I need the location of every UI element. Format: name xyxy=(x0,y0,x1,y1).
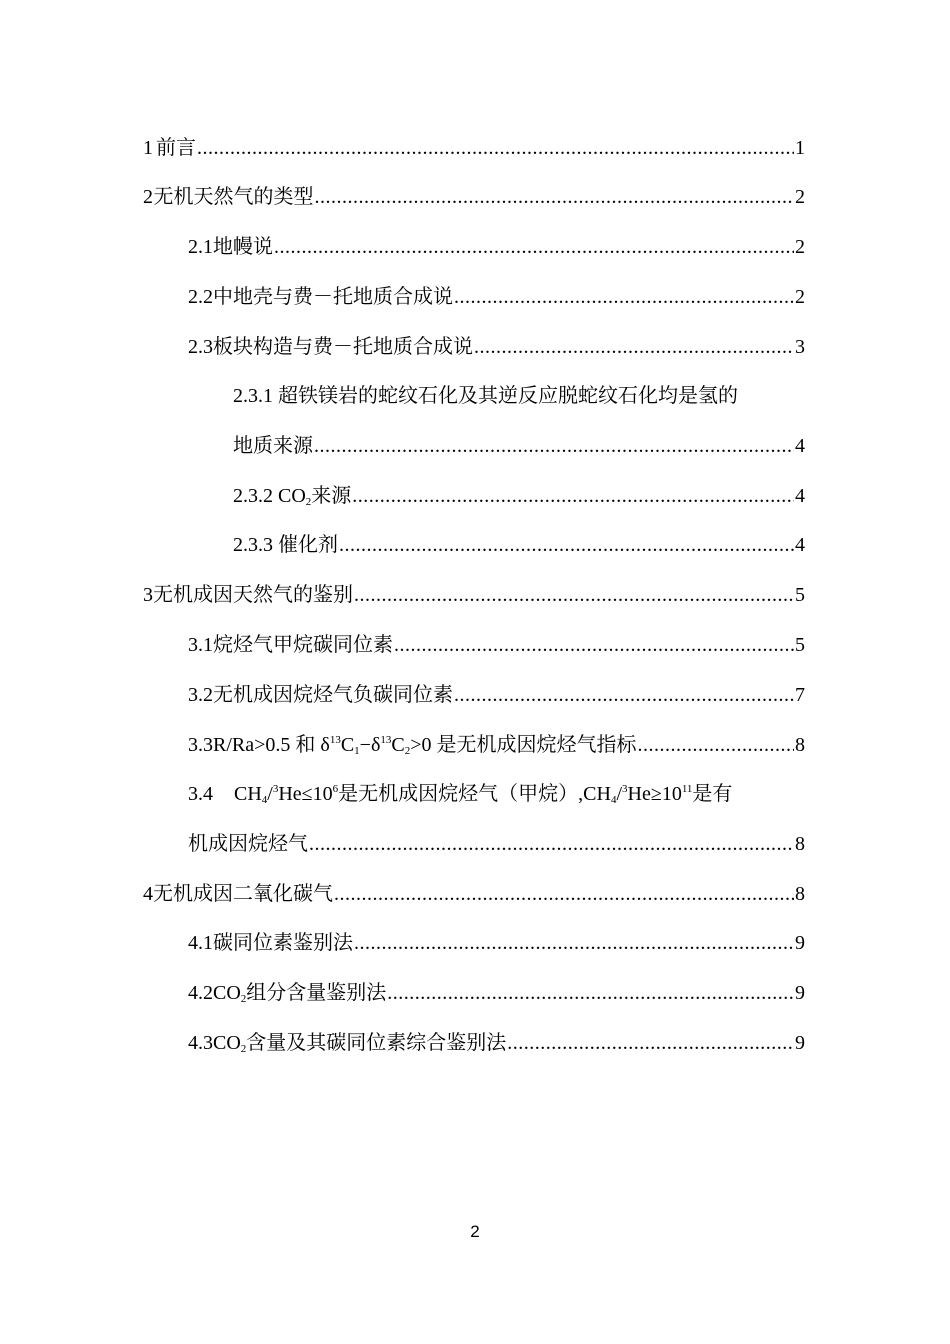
toc-entry-title: 2.3.3 催化剂 xyxy=(233,534,338,556)
dot-leader xyxy=(354,580,794,610)
toc-entry[interactable] xyxy=(188,630,805,660)
toc-entry-number: 3.1 xyxy=(188,634,213,656)
toc-entry-title: 无机成因烷烃气负碳同位素 xyxy=(213,684,453,706)
subscript: 2 xyxy=(404,745,411,757)
toc-entry-title: 板块构造与费－托地质合成说 xyxy=(213,336,473,358)
toc-entry[interactable] xyxy=(143,879,805,909)
title-text: 含量及其碳同位素综合鉴别法 xyxy=(246,1032,507,1054)
superscript: 11 xyxy=(681,783,693,795)
toc-entry-page: 8 xyxy=(795,734,805,756)
title-text: / xyxy=(267,783,273,805)
dot-leader xyxy=(274,232,794,262)
toc-entry[interactable] xyxy=(188,730,805,760)
superscript: 3 xyxy=(622,783,628,795)
toc-entry-title: 中地壳与费－托地质合成说 xyxy=(213,286,453,308)
toc-entry-page: 8 xyxy=(795,833,805,855)
dot-leader xyxy=(314,431,794,461)
superscript: 6 xyxy=(332,783,339,795)
toc-entry-number: 2.1 xyxy=(188,236,213,258)
title-text: He≤10 xyxy=(278,783,333,805)
subscript: 4 xyxy=(261,794,268,806)
dot-leader xyxy=(339,530,794,560)
dot-leader xyxy=(454,282,794,312)
toc-entry-number: 2.3 xyxy=(188,336,213,358)
title-text: 来源 xyxy=(311,485,352,507)
toc-entry-title: 前言 xyxy=(156,137,197,159)
superscript: 3 xyxy=(272,783,279,795)
title-text: 组分含量鉴别法 xyxy=(246,982,387,1004)
toc-entry-page: 2 xyxy=(795,186,805,208)
dot-leader xyxy=(334,879,794,909)
toc-entry-title: 碳同位素鉴别法 xyxy=(213,932,353,954)
toc-entry-title: 地质来源 xyxy=(233,435,313,457)
toc-entry-number: 3.4 xyxy=(188,783,213,805)
dot-leader xyxy=(314,182,794,212)
subscript: 2 xyxy=(240,1043,247,1055)
toc-entry-page: 9 xyxy=(795,932,805,954)
toc-entry-page: 2 xyxy=(795,286,805,308)
page-number: 2 xyxy=(470,1222,480,1241)
superscript: 13 xyxy=(380,734,392,746)
toc-entry-page: 4 xyxy=(795,485,805,507)
toc-entry-title xyxy=(213,730,637,760)
dot-leader xyxy=(197,133,794,163)
toc-entry[interactable] xyxy=(233,481,805,511)
toc-entry-page: 5 xyxy=(795,584,805,606)
toc-entry-number: 3 xyxy=(143,584,153,606)
title-text: >0 是无机成因烷烃气指标 xyxy=(410,734,637,756)
toc-entry-title xyxy=(213,1028,506,1058)
title-text: CO xyxy=(213,982,241,1004)
toc-entry-page: 3 xyxy=(795,336,805,358)
toc-entry[interactable] xyxy=(188,282,805,312)
title-text: He≥10 xyxy=(627,783,682,805)
title-text: CO xyxy=(213,1032,241,1054)
title-text: C xyxy=(340,734,355,756)
dot-leader xyxy=(394,630,794,660)
superscript: 13 xyxy=(329,734,341,746)
toc-entry[interactable] xyxy=(188,232,805,262)
toc-entry-number: 2 xyxy=(143,186,153,208)
toc-entry-page: 5 xyxy=(795,634,805,656)
toc-entry-title-line1[interactable]: 2.3.1 超铁镁岩的蛇纹石化及其逆反应脱蛇纹石化均是氢的 xyxy=(233,385,738,407)
toc-entry-page: 9 xyxy=(795,1032,805,1054)
title-text: C xyxy=(391,734,405,756)
toc-entry[interactable] xyxy=(233,530,805,560)
toc-entry[interactable] xyxy=(188,978,805,1008)
dot-leader xyxy=(474,332,794,362)
subscript: 4 xyxy=(610,794,617,806)
toc-entry[interactable] xyxy=(188,829,805,859)
toc-entry-page: 9 xyxy=(795,982,805,1004)
toc-entry-title xyxy=(213,978,386,1008)
toc-entry-number: 4.3 xyxy=(188,1032,213,1054)
dot-leader xyxy=(352,481,794,511)
toc-entry-number: 1 xyxy=(143,137,153,159)
toc-entry[interactable] xyxy=(188,1028,805,1058)
dot-leader xyxy=(638,730,795,760)
title-text: −δ xyxy=(359,734,381,756)
title-text: 是有 xyxy=(692,783,733,805)
toc-entry-number: 2.2 xyxy=(188,286,213,308)
toc-entry[interactable] xyxy=(188,332,805,362)
dot-leader xyxy=(507,1028,794,1058)
toc-entry-page: 4 xyxy=(795,435,805,457)
toc-entry-number: 4.2 xyxy=(188,982,213,1004)
subscript: 2 xyxy=(305,496,312,508)
dot-leader xyxy=(309,829,794,859)
subscript: 2 xyxy=(240,993,247,1005)
toc-entry-number: 4 xyxy=(143,883,153,905)
toc-entry[interactable] xyxy=(188,680,805,710)
toc-entry-title: 地幔说 xyxy=(213,236,273,258)
toc-entry-title xyxy=(233,481,351,511)
dot-leader xyxy=(354,928,794,958)
toc-entry-number: 3.2 xyxy=(188,684,213,706)
title-text: / xyxy=(616,783,623,805)
toc-entry-number: 4.1 xyxy=(188,932,213,954)
toc-entry-number: 3.3 xyxy=(188,734,213,756)
toc-entry[interactable] xyxy=(188,928,805,958)
toc-entry-title: 无机成因二氧化碳气 xyxy=(153,883,334,905)
toc-entry-title: 机成因烷烃气 xyxy=(188,833,308,855)
toc-entry[interactable] xyxy=(233,431,805,461)
toc-entry-page: 4 xyxy=(795,534,805,556)
toc-entry-title: 烷烃气甲烷碳同位素 xyxy=(213,634,393,656)
toc-entry-page: 1 xyxy=(795,137,805,159)
toc-entry-page: 2 xyxy=(795,236,805,258)
toc-entry-title: 无机天然气的类型 xyxy=(153,186,314,208)
toc-entry[interactable] xyxy=(143,133,805,163)
toc-entry-page: 8 xyxy=(795,883,805,905)
toc-entry-page: 7 xyxy=(795,684,805,706)
toc-entry[interactable] xyxy=(143,580,805,610)
title-text: 是无机成因烷烃气（甲烷）,CH xyxy=(338,783,611,805)
toc-entry-title-line1[interactable] xyxy=(188,779,732,809)
title-text: CH xyxy=(234,783,262,805)
toc-entry[interactable] xyxy=(143,182,805,212)
subscript: 1 xyxy=(354,745,360,757)
dot-leader xyxy=(454,680,794,710)
toc-entry-title: 无机成因天然气的鉴别 xyxy=(153,584,353,606)
title-text: R/Ra>0.5 和 δ xyxy=(213,734,330,756)
title-text: 2.3.2 CO xyxy=(233,485,306,507)
dot-leader xyxy=(387,978,794,1008)
